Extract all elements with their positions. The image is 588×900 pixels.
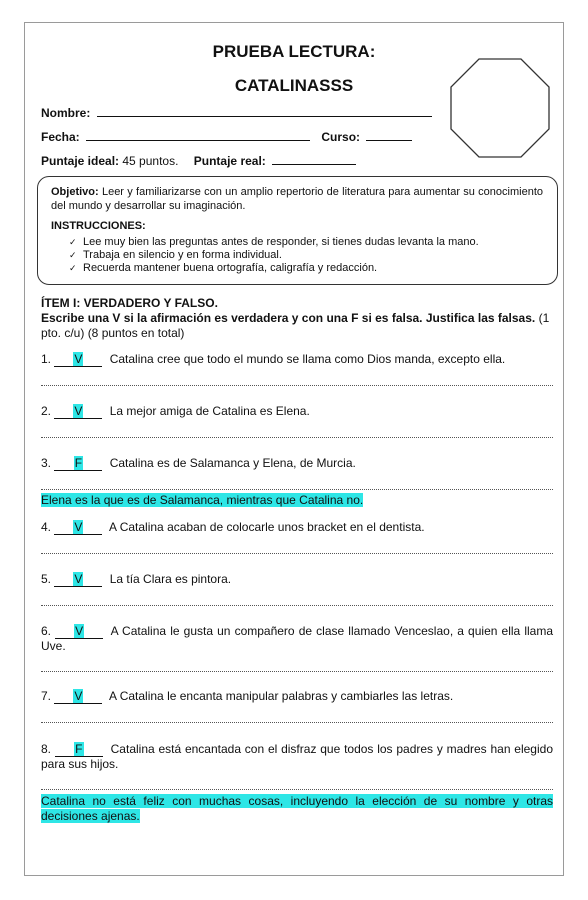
check-icon: ✓ <box>69 263 77 273</box>
instructions-list <box>51 236 543 275</box>
answer-blank-1[interactable]: V <box>54 353 102 367</box>
section-title: ÍTEM I: VERDADERO Y FALSO. <box>41 296 218 310</box>
fecha-label: Fecha: <box>41 130 80 144</box>
question-1: 1. V Catalina cree que todo el mundo se llama como Dios manda, excepto ella. <box>41 352 506 366</box>
answer-line-8[interactable] <box>41 783 553 790</box>
instructions-title: INSTRUCCIONES: <box>51 220 146 232</box>
answer-line-3[interactable] <box>41 483 553 490</box>
answer-line-2[interactable] <box>41 431 553 438</box>
puntaje-ideal-label: Puntaje ideal: <box>41 154 120 168</box>
justification-8: Catalina no está feliz con muchas cosas, incluyendo la elección de su nombre y otras decisiones ajenas. <box>41 794 553 823</box>
puntaje-real-label: Puntaje real: <box>193 154 266 168</box>
question-4: 4. V A Catalina acaban de colocarle unos bracket en el dentista. <box>41 520 425 534</box>
fecha-line[interactable] <box>86 130 310 141</box>
nombre-line[interactable] <box>97 106 432 117</box>
instruction-item: ✓ Lee muy bien las preguntas antes de responder, si tienes dudas levanta la mano. <box>69 236 479 248</box>
answer-blank-6[interactable]: V <box>55 625 103 639</box>
objective-box <box>37 176 558 285</box>
curso-label: Curso: <box>321 130 361 144</box>
nombre-label: Nombre: <box>41 106 91 120</box>
answer-blank-8[interactable]: F <box>55 743 103 757</box>
answer-blank-5[interactable]: V <box>54 573 102 587</box>
question-2: 2. V La mejor amiga de Catalina es Elena. <box>41 404 310 418</box>
answer-line-4[interactable] <box>41 547 553 554</box>
question-8: 8. F Catalina está encantada con el disfraz que todos los padres y madres han elegido para sus hijos. <box>41 742 553 771</box>
question-3: 3. F Catalina es de Salamanca y Elena, de Murcia. <box>41 456 356 470</box>
section-instruction-bold: Escribe una V si la afirmación es verdadera y con una F si es falsa. Justifica las falsas. <box>41 311 536 325</box>
answer-blank-7[interactable]: V <box>54 690 102 704</box>
answer-line-5[interactable] <box>41 599 553 606</box>
puntaje-real-line[interactable] <box>272 154 356 165</box>
justification-3: Elena es la que es de Salamanca, mientras que Catalina no. <box>41 493 364 507</box>
instruction-item: ✓ Trabaja en silencio y en forma individual. <box>69 249 282 261</box>
title-line-2: CATALINASSS <box>234 76 354 95</box>
answer-line-1[interactable] <box>41 379 553 386</box>
answer-blank-4[interactable]: V <box>54 521 102 535</box>
answer-blank-3[interactable]: F <box>54 457 102 471</box>
objective-text: Leer y familiarizarse con un amplio repertorio de literatura para aumentar su conocimiento del mundo y desarrollar su imaginación. <box>51 186 543 212</box>
section-instruction <box>41 311 553 341</box>
answer-line-6[interactable] <box>41 665 553 672</box>
section-instruction-points: (1 pto. c/u) (8 puntos en total) <box>41 311 550 340</box>
title-line-1: PRUEBA LECTURA: <box>212 42 376 61</box>
check-icon: ✓ <box>69 237 77 247</box>
question-7: 7. V A Catalina le encanta manipular palabras y cambiarles las letras. <box>41 689 454 703</box>
check-icon: ✓ <box>69 250 77 260</box>
nombre-field[interactable] <box>41 106 432 120</box>
instruction-item: ✓ Recuerda mantener buena ortografía, caligrafía y redacción. <box>69 262 378 274</box>
question-6: 6. V A Catalina le gusta un compañero de clase llamado Venceslao, a quien ella llama Uve. <box>41 624 553 653</box>
answer-line-7[interactable] <box>41 716 553 723</box>
grade-octagon <box>450 58 550 158</box>
objective-paragraph <box>51 185 543 213</box>
fecha-field[interactable] <box>41 130 412 144</box>
puntaje-ideal-value: 45 puntos. <box>122 154 179 168</box>
answer-blank-2[interactable]: V <box>54 405 102 419</box>
question-5: 5. V La tía Clara es pintora. <box>41 572 232 586</box>
objective-label: Objetivo: <box>51 186 99 198</box>
puntaje-field <box>41 154 356 168</box>
curso-line[interactable] <box>366 130 412 141</box>
